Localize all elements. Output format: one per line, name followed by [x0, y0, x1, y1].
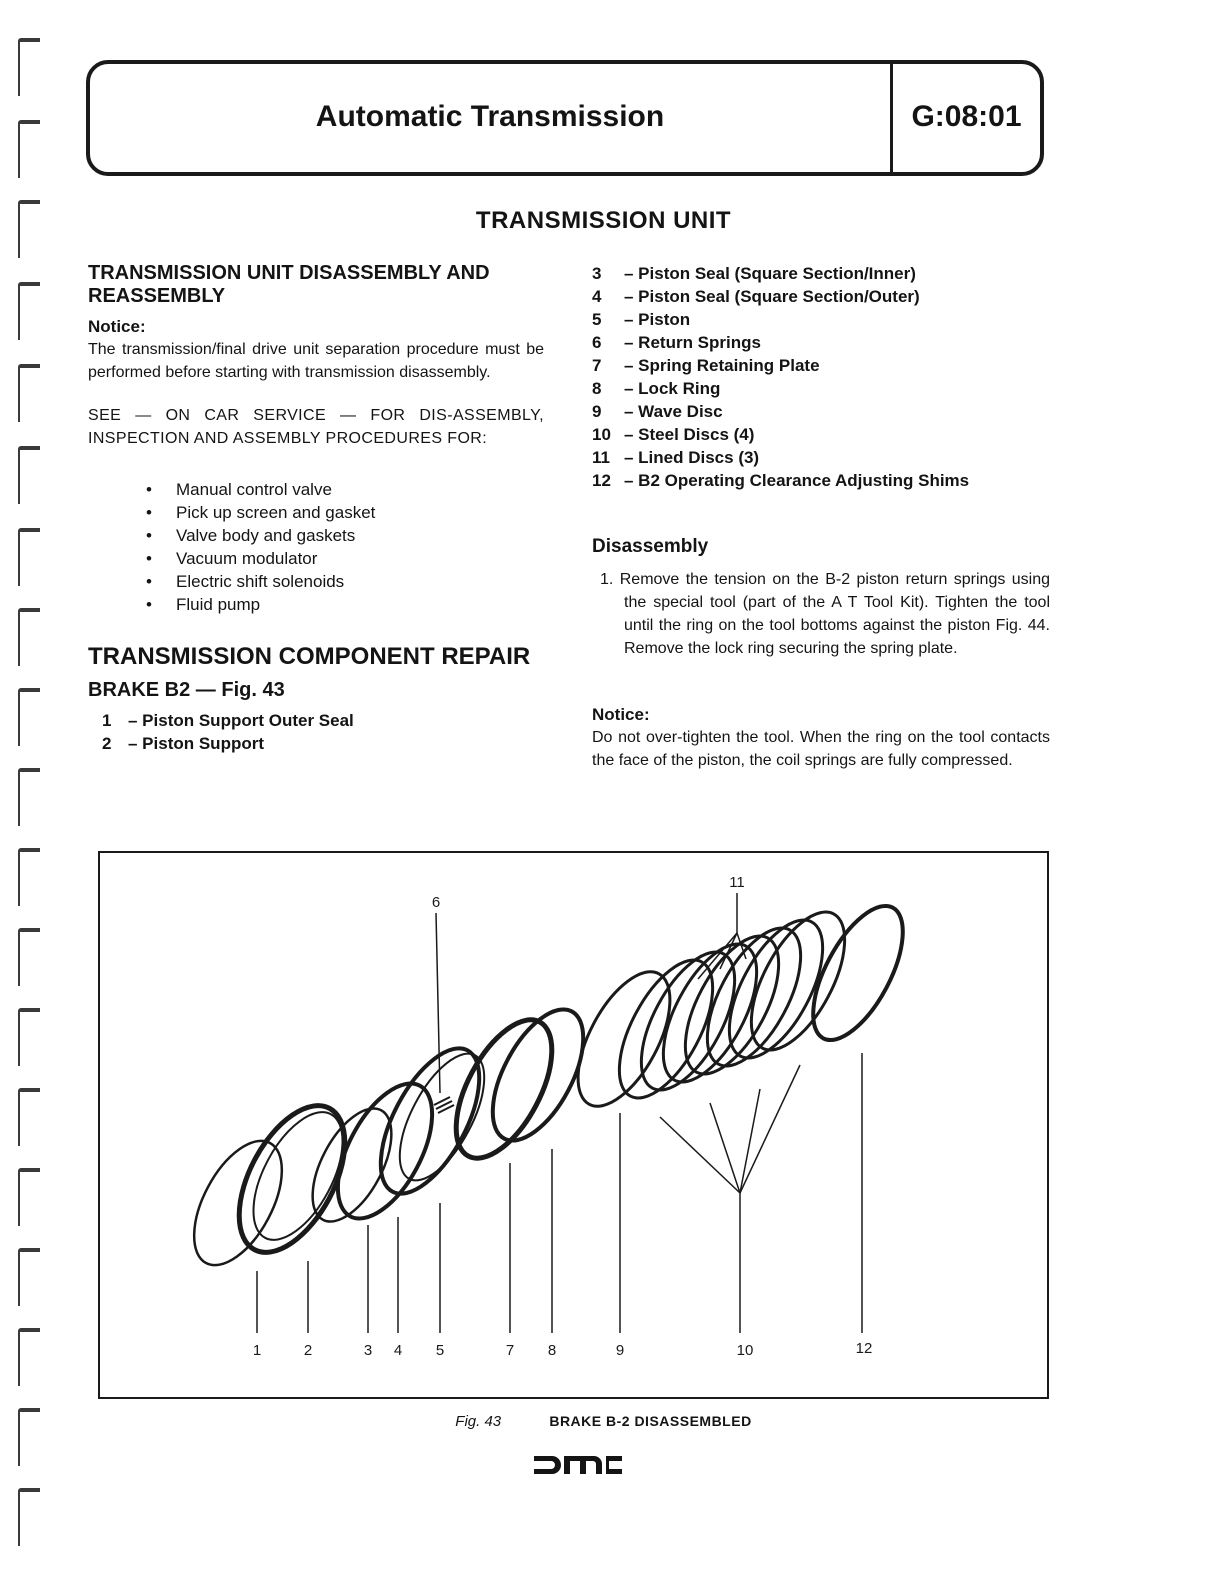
- part-label: – Piston Support: [128, 734, 264, 753]
- part-number: 10: [592, 425, 611, 444]
- part-number: 2: [102, 734, 112, 753]
- list-item: [592, 354, 1050, 377]
- part-12-shim: [795, 893, 921, 1054]
- parts-list-right: [592, 262, 1050, 492]
- callout-6: 6: [431, 894, 441, 911]
- disassembly-reassembly-heading: TRANSMISSION UNIT DISASSEMBLY AND REASSEMBLY: [88, 262, 490, 307]
- list-item: • Fluid pump: [146, 593, 544, 616]
- part-2-piston-support: [217, 1089, 366, 1270]
- binder-hook: [18, 1168, 40, 1226]
- dmc-logo: [534, 1454, 622, 1476]
- list-item: • Vacuum modulator: [146, 547, 544, 570]
- binder-hook: [18, 688, 40, 746]
- part-label: – Wave Disc: [624, 402, 723, 421]
- part-label: – Lock Ring: [624, 379, 721, 398]
- section-title: TRANSMISSION UNIT: [475, 207, 732, 234]
- part-number: 12: [592, 471, 611, 490]
- part-number: 1: [102, 711, 112, 730]
- part-label: – Return Springs: [624, 333, 761, 352]
- callout-4: 4: [393, 1342, 403, 1359]
- part-number: 3: [592, 264, 602, 283]
- step-1-text: 1. Remove the tension on the B-2 piston return springs using the special tool (part of the A T Tool Kit). Tighten the tool until the ring on the tool bottoms against the piston Fig. 44. Remove the lock ring securing the spring plate.: [600, 571, 1050, 657]
- part-label: – Piston Seal (Square Section/Inner): [624, 264, 916, 283]
- page-code: G:08:01: [911, 100, 1022, 133]
- part-number: 9: [592, 402, 602, 421]
- callout-8: 8: [547, 1342, 557, 1359]
- part-label: – B2 Operating Clearance Adjusting Shims: [624, 471, 970, 490]
- notice-label: Notice:: [592, 705, 650, 724]
- brake-b2-exploded-diagram: [100, 853, 1047, 1397]
- list-item: [592, 285, 1050, 308]
- component-repair-heading: TRANSMISSION COMPONENT REPAIR: [88, 643, 531, 670]
- figure-number: Fig. 43: [455, 1413, 502, 1430]
- header-title: Automatic Transmission: [315, 100, 665, 133]
- binder-hook: [18, 364, 40, 422]
- list-item: • Manual control valve: [146, 478, 544, 501]
- brake-heading: BRAKE B2 — Fig. 43: [88, 679, 285, 701]
- callout-9: 9: [615, 1342, 625, 1359]
- callout-5: 5: [435, 1342, 445, 1359]
- callout-7: 7: [505, 1342, 515, 1359]
- part-label: – Piston Support Outer Seal: [128, 711, 354, 730]
- callout-1: 1: [252, 1342, 262, 1359]
- part-number: 8: [592, 379, 602, 398]
- parts-list-left: [102, 709, 544, 755]
- part-label: – Lined Discs (3): [624, 448, 760, 467]
- binder-hook: [18, 38, 40, 96]
- callout-2: 2: [303, 1342, 313, 1359]
- list-item: [592, 308, 1050, 331]
- binder-hook: [18, 848, 40, 906]
- part-8-lock-ring: [474, 995, 602, 1154]
- list-item: [592, 331, 1050, 354]
- binder-hook: [18, 282, 40, 340]
- figure-title: BRAKE B-2 DISASSEMBLED: [549, 1413, 752, 1429]
- list-item: • Electric shift solenoids: [146, 570, 544, 593]
- see-reference-text: SEE — ON CAR SERVICE — FOR DIS-ASSEMBLY, INSPECTION AND ASSEMBLY PROCEDURES FOR:: [88, 407, 544, 447]
- part-number: 4: [592, 287, 602, 306]
- binder-hook: [18, 608, 40, 666]
- list-item: [102, 732, 544, 755]
- disassembly-heading: Disassembly: [592, 536, 709, 557]
- binder-hook: [18, 1248, 40, 1306]
- figure-caption: [0, 1413, 1207, 1430]
- binder-hook: [18, 1328, 40, 1386]
- callout-12: 12: [855, 1340, 873, 1357]
- part-4-outer-seal: [318, 1069, 451, 1233]
- notice-text: Do not over-tighten the tool. When the ring on the tool contacts the face of the piston, the coil springs are fully compressed.: [592, 729, 1050, 769]
- binder-hook: [18, 1488, 40, 1546]
- list-item: [592, 469, 1050, 492]
- left-column: [88, 262, 544, 755]
- binder-hook: [18, 1088, 40, 1146]
- part-number: 7: [592, 356, 602, 375]
- right-column: [592, 262, 1050, 772]
- notice-block: [592, 704, 1050, 772]
- part-number: 11: [592, 448, 610, 467]
- list-item: [592, 262, 1050, 285]
- list-item: • Valve body and gaskets: [146, 524, 544, 547]
- callout-3: 3: [363, 1342, 373, 1359]
- list-item: • Pick up screen and gasket: [146, 501, 544, 524]
- part-label: – Piston: [624, 310, 691, 329]
- part-number: 5: [592, 310, 602, 329]
- notice-text: The transmission/final drive unit separation procedure must be performed before starting with transmission disassembly.: [88, 341, 544, 381]
- callout-11: 11: [729, 874, 745, 891]
- part-label: – Piston Seal (Square Section/Outer): [624, 287, 920, 306]
- binder-hook: [18, 528, 40, 586]
- binder-hook: [18, 446, 40, 504]
- binder-hook: [18, 928, 40, 986]
- procedure-bullet-list: [146, 478, 544, 616]
- binder-hook: [18, 1008, 40, 1066]
- list-item: [592, 423, 1050, 446]
- part-number: 6: [592, 333, 602, 352]
- list-item: [592, 377, 1050, 400]
- list-item: [102, 709, 544, 732]
- binder-hook: [18, 768, 40, 826]
- page-header: [86, 60, 1044, 176]
- part-6-return-spring: [434, 1097, 454, 1113]
- part-label: – Spring Retaining Plate: [624, 356, 820, 375]
- list-item: [592, 400, 1050, 423]
- notice-label: Notice:: [88, 317, 146, 336]
- part-label: – Steel Discs (4): [624, 425, 755, 444]
- callout-10: 10: [736, 1342, 754, 1359]
- exploded-view-figure: [98, 851, 1049, 1399]
- binder-hook: [18, 120, 40, 178]
- list-item: [592, 446, 1050, 469]
